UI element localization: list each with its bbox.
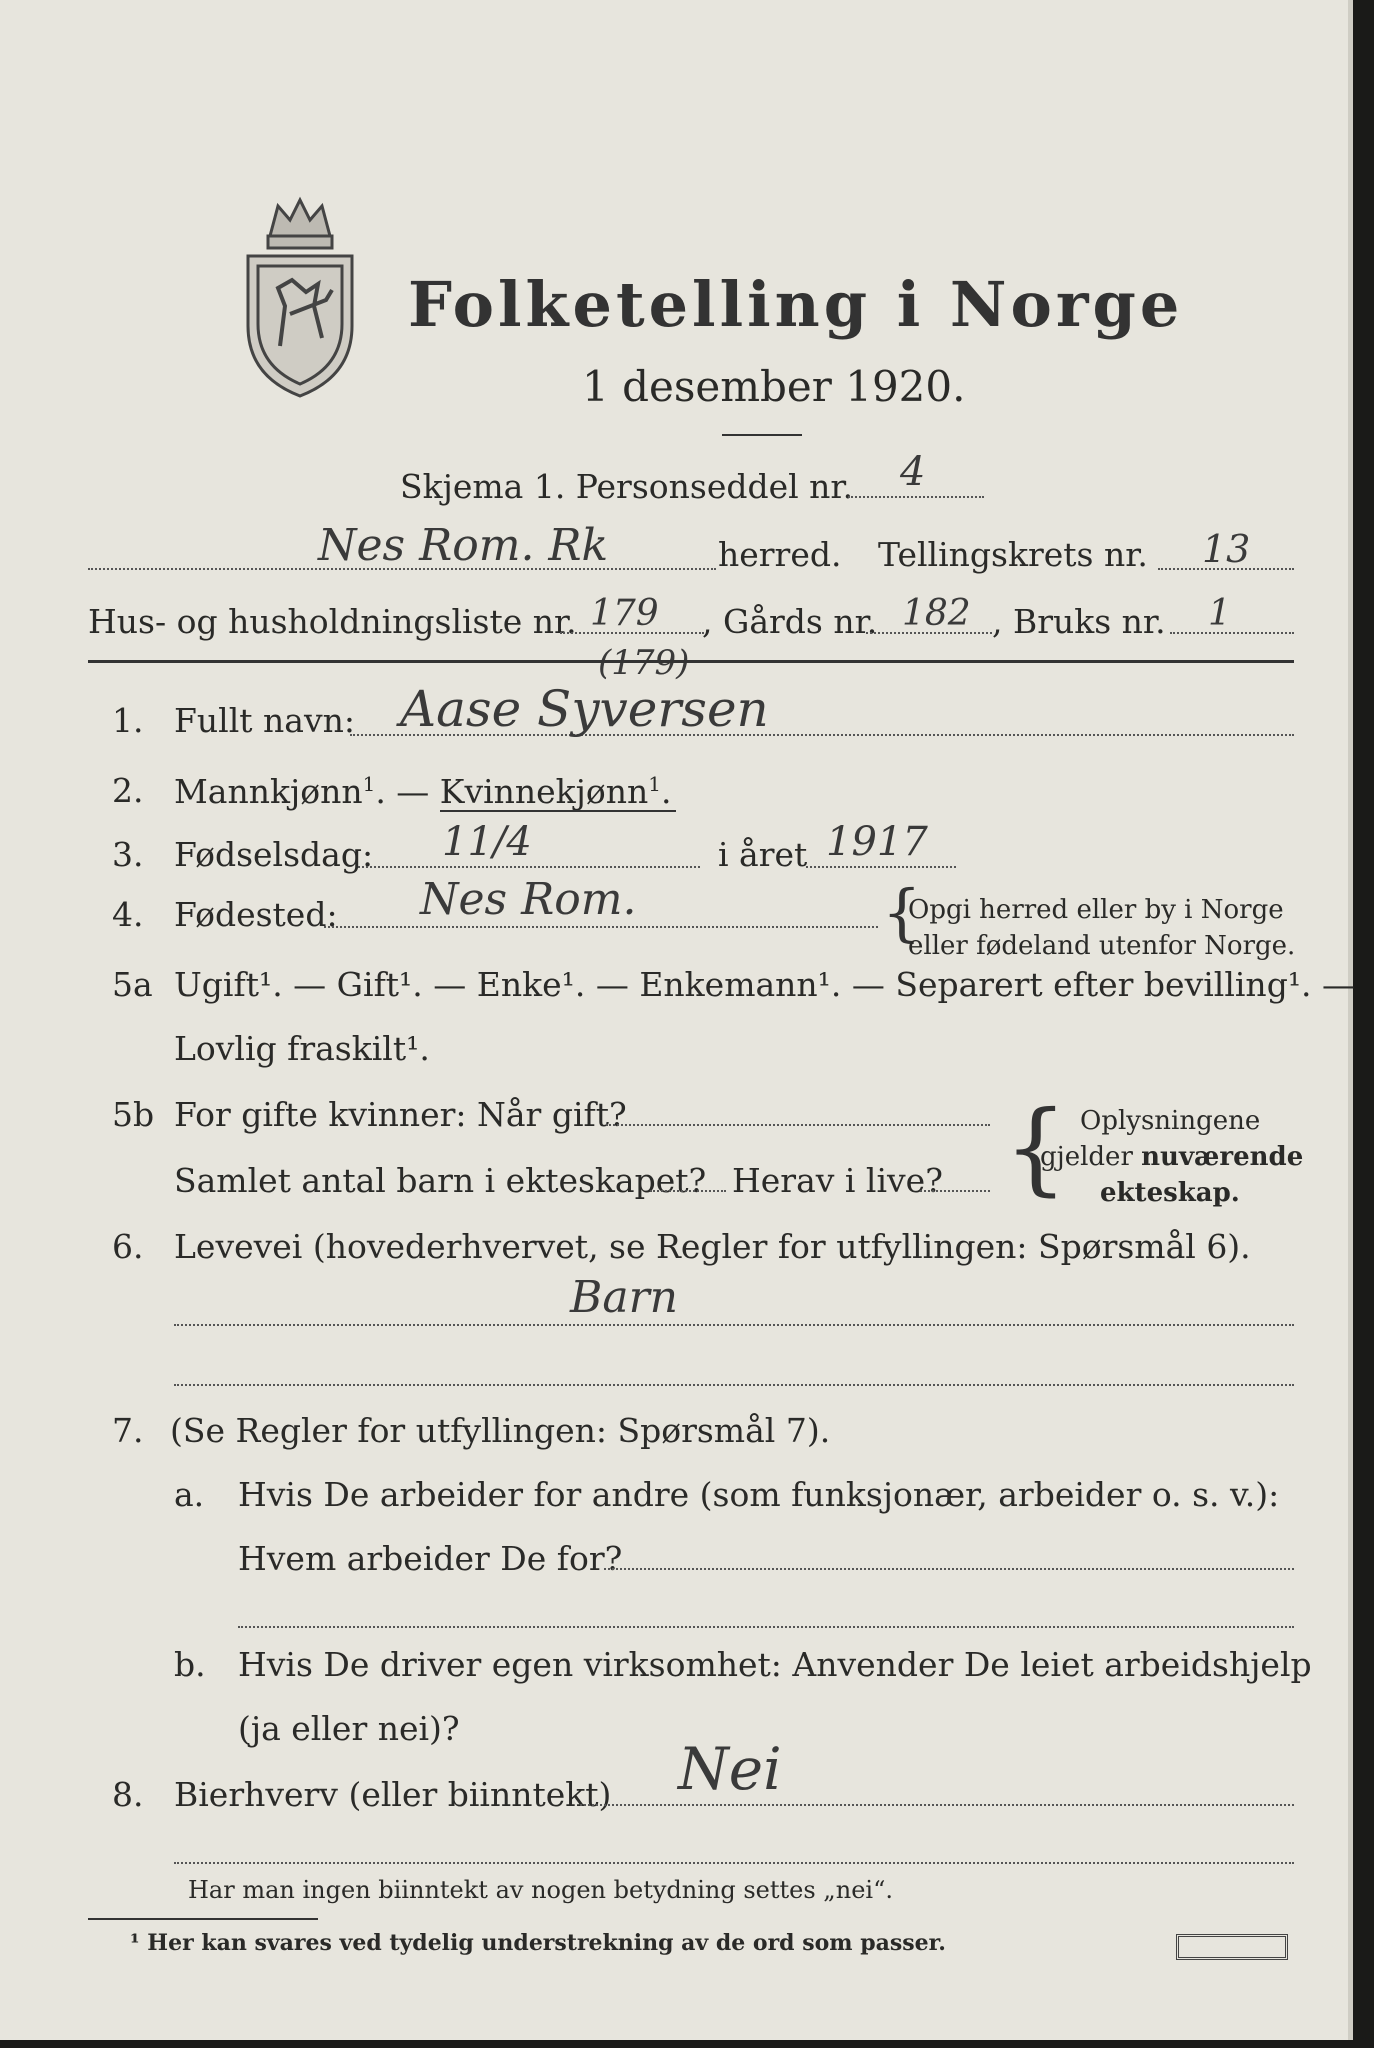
q3-year-field-line [806,866,956,868]
form-subtitle: 1 desember 1920. [582,362,966,411]
skjema-label: Skjema 1. Personseddel nr. [400,467,854,506]
hus-nr-note: (179) [598,643,690,683]
coat-of-arms-icon [240,196,360,401]
bruks-field-line [1170,632,1294,634]
q5b-line2: Samlet antal barn i ekteskapet? [174,1161,707,1200]
fodselsar-value[interactable]: 1917 [826,819,928,865]
q1-label: Fullt navn: [174,701,355,740]
personseddel-nr-value[interactable]: 4 [900,449,926,495]
q7a-line2: Hvem arbeider De for? [238,1539,623,1578]
q5b-note-line2: gjelder nuværende [1040,1142,1304,1172]
fullt-navn-value[interactable]: Aase Syversen [400,680,769,738]
q7a-number: a. [174,1475,205,1514]
q8-number: 8. [112,1775,144,1814]
q5b-number: 5b [112,1095,155,1134]
q5a-number: 5a [112,965,153,1004]
q5b-line1: For gifte kvinner: Når gift? [174,1095,627,1134]
header-divider [88,660,1294,663]
nar-gift-field-line [606,1124,990,1126]
gards-label: , Gårds nr. [702,602,878,641]
herred-value[interactable]: Nes Rom. Rk [318,520,609,571]
kvinnekjonn-underline [440,810,676,812]
q3-label: Fødselsdag: [174,835,374,874]
q5b-note-brace: { [1004,1089,1068,1206]
hus-label: Hus- og husholdningsliste nr. [88,602,577,641]
bruks-nr-value[interactable]: 1 [1208,593,1231,634]
q7-label: (Se Regler for utfyllingen: Spørsmål 7). [170,1411,831,1450]
form-title: Folketelling i Norge [408,268,1184,341]
q3-number: 3. [112,835,144,874]
q3-field-line [358,866,700,868]
q6-label: Levevei (hovederhvervet, se Regler for utfyllingen: Spørsmål 6). [174,1227,1251,1266]
printer-stamp [1176,1934,1288,1960]
q4-note-brace: { [882,876,922,949]
q6-field-line2 [174,1384,1294,1386]
bierhverv-value[interactable]: Nei [678,1735,782,1803]
q4-label: Fødested: [174,895,338,934]
levevei-value[interactable]: Barn [570,1272,678,1323]
fodested-value[interactable]: Nes Rom. [420,874,637,925]
tellingskrets-nr-value[interactable]: 13 [1202,527,1251,571]
footnote-divider [88,1918,318,1920]
q3-year-label: i året [718,835,808,874]
herav-i-live-field-line [920,1190,990,1192]
tellingskrets-label: Tellingskrets nr. [878,535,1148,574]
biinntekt-note: Har man ingen biinntekt av nogen betydning settes „nei“. [188,1876,893,1904]
q7b-number: b. [174,1645,206,1684]
antal-barn-field-line [650,1190,726,1192]
q8-field-line2 [174,1862,1294,1864]
q7-number: 7. [112,1411,144,1450]
q1-number: 1. [112,701,144,740]
q7b-line1: Hvis De driver egen virksomhet: Anvender De leiet arbeidshjelp [238,1645,1312,1684]
q8-field-line [580,1804,1294,1806]
q2-number: 2. [112,771,144,810]
q6-field-line1 [174,1324,1294,1326]
q2-options: Mannkjønn$^1$. — Kvinnekjønn$^1$. [174,772,672,811]
q2-separator: . — [375,772,440,811]
gards-nr-value[interactable]: 182 [902,593,971,634]
mannkjonn-option[interactable]: Mannkjønn [174,772,363,811]
q4-note-line1: Opgi herred eller by i Norge [908,895,1284,925]
q4-note-line2: eller fødeland utenfor Norge. [908,931,1296,961]
q5b-note-line3: ekteskap. [1100,1178,1240,1208]
q4-field-line [324,926,878,928]
q8-label: Bierhverv (eller biinntekt) [174,1775,612,1814]
q5a-line1[interactable]: Ugift¹. — Gift¹. — Enke¹. — Enkemann¹. — Separert efter bevilling¹. — [174,965,1356,1004]
title-divider [722,434,802,436]
q5b-line2b: Herav i live? [732,1161,943,1200]
hvem-arbeider-field-line [604,1568,1294,1570]
herred-label: herred. [718,535,842,574]
q5b-note-line1: Oplysningene [1080,1106,1261,1136]
hus-nr-value[interactable]: 179 [590,593,659,634]
kvinnekjonn-option[interactable]: Kvinnekjønn [439,772,649,811]
bruks-label: , Bruks nr. [992,602,1166,641]
q7a-line1: Hvis De arbeider for andre (som funksjonær, arbeider o. s. v.): [238,1475,1280,1514]
q4-number: 4. [112,895,144,934]
q7a-field-line2 [238,1626,1294,1628]
footnote: ¹ Her kan svares ved tydelig understrekning av de ord som passer. [130,1930,946,1956]
q7b-line2: (ja eller nei)? [238,1709,460,1748]
personseddel-field-line [848,496,984,498]
q6-number: 6. [112,1227,144,1266]
q5a-line2[interactable]: Lovlig fraskilt¹. [174,1029,430,1068]
fodselsdag-value[interactable]: 11/4 [442,819,532,865]
